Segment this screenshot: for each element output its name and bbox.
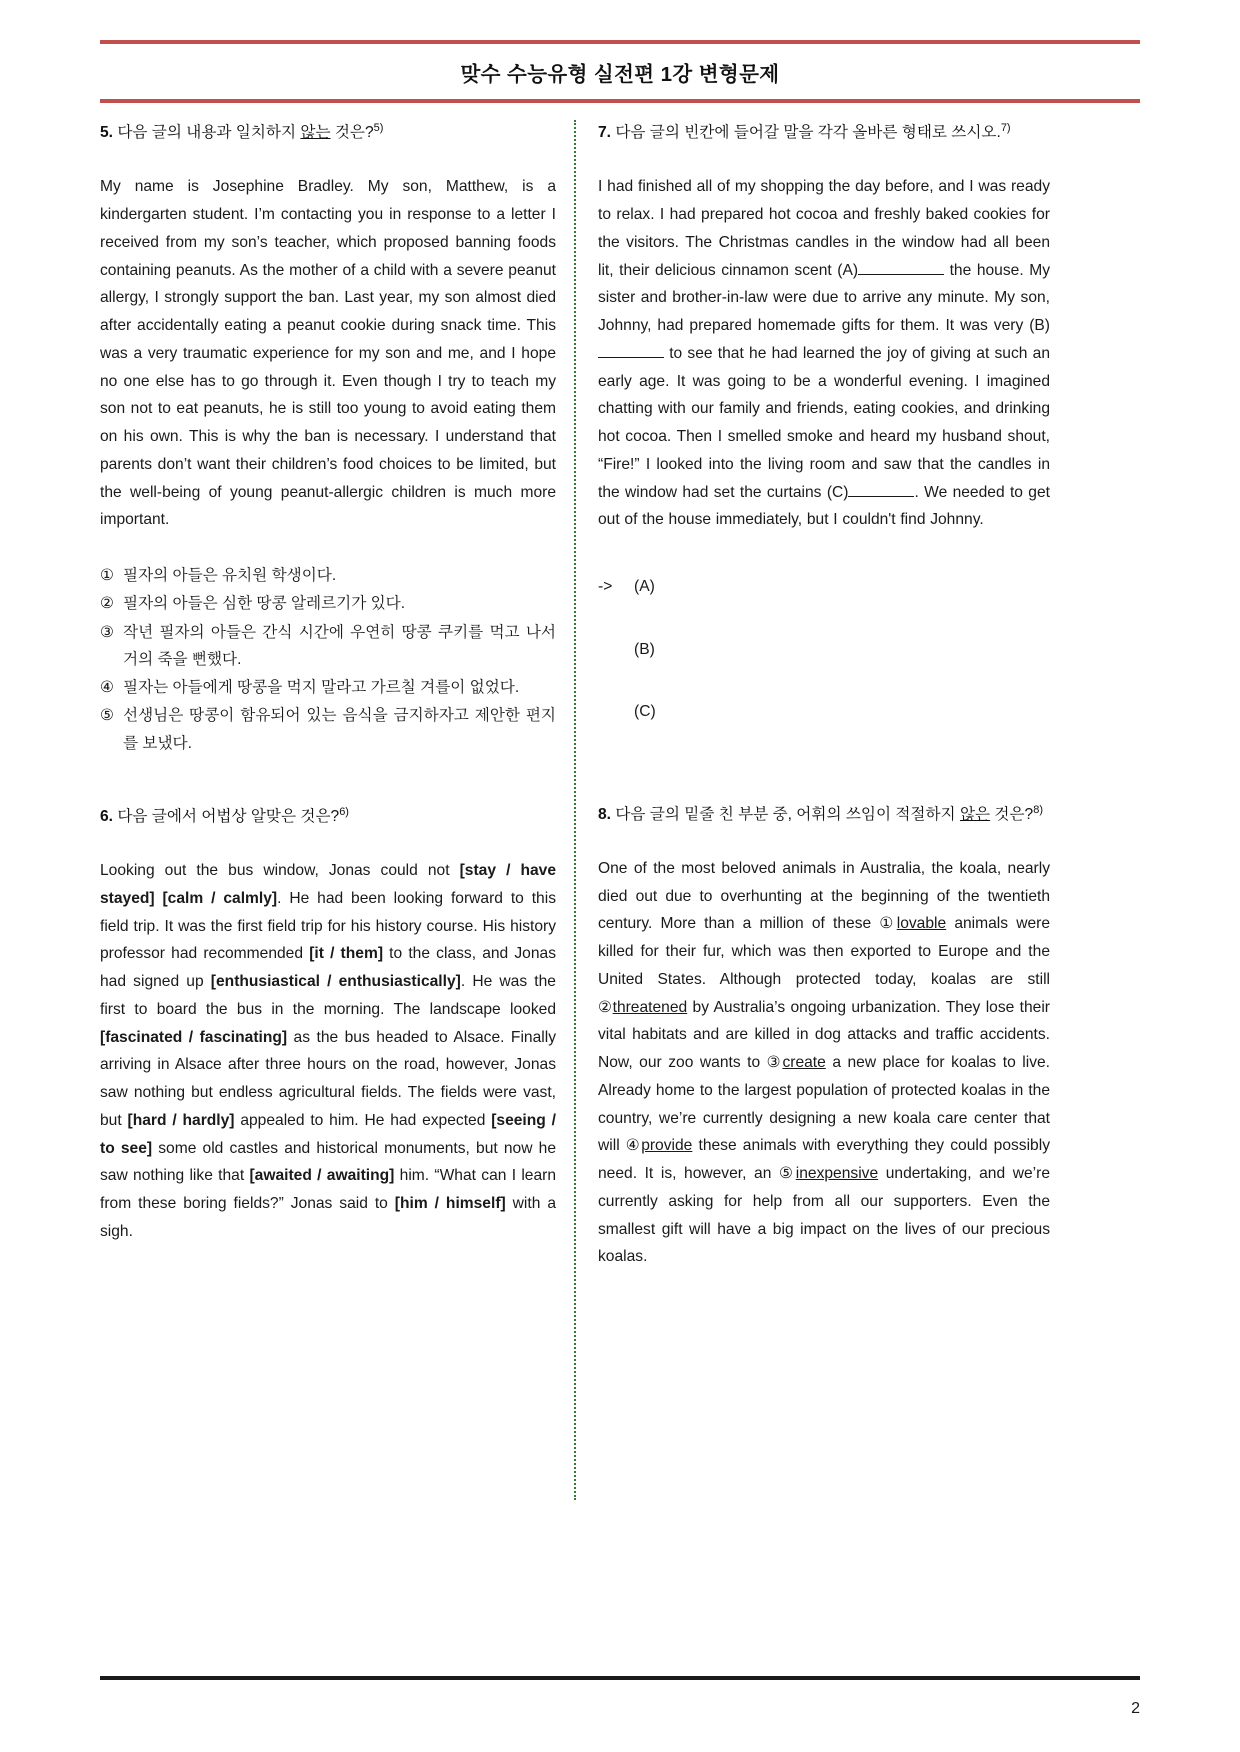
choice-marker-4: ④ [100,679,114,697]
choice-label-1: 필자의 아들은 유치원 학생이다. [123,567,337,584]
question-6-passage: Looking out the bus window, Jonas could not [stay / have stayed] [calm / calmly]. He had been looking forward to this field trip. It was the first field trip for his history course. His history professor had recommended [it / them] to the class, and Jonas had signed up [enthusiastical / enthusiastically]. He was the first to board the bus in the morning. The landscape looked [fascinated / fascinating] as the bus headed to Alsace. Finally arriving in Alsace after three hours on the road, however, Jonas saw nothing but endless agricultural fields. The fields were vast, but [hard / hardly] appealed to him. He had expected [seeing / to see] some old castles and historical monuments, but now he saw nothing like that [awaited / awaiting] him. “What can I learn from these boring fields?” Jonas said to [him / himself] with a sigh. [100,862,557,1240]
answer-line-c[interactable] [598,699,1050,726]
question-8-passage: One of the most beloved animals in Australia, the koala, nearly died out due to overhunting at the beginning of the twentieth century. More than a million of these ①lovable animals were killed for their fur, which was then exported to Europe and the United States. Although protected today, koalas are still ②threatened by Australia’s ongoing urbanization. They lose their vital habitats and are killed in dog attacks and traffic accidents. Now, our zoo wants to ③create a new place for koalas to live. Already home to the largest population of protected koalas in the country, we’re currently designing a new koala care center that will ④provide these animals with everything they could possibly need. It is, however, an ⑤inexpensive undertaking, and we’re currently asking for help from all our supporters. Even the smallest gift will have a big impact on the lives of our precious koalas. [598,859,1051,1266]
answer-line-a[interactable] [598,574,1050,601]
answer-arrow-icon: -> [598,578,613,595]
section-spacer [598,762,1050,802]
choice-option[interactable] [100,590,556,617]
answer-label-a: (A) [634,578,655,595]
question-8-number: 8. [598,805,612,823]
question-7-prompt-pre: 다음 글의 빈칸에 들어갈 말을 각각 올바른 형태로 쓰시오. [611,124,1001,141]
question-7-prompt [598,120,1050,145]
question-6 [100,804,556,1246]
question-8-prompt-pre: 다음 글의 밑줄 친 부분 중, 어휘의 쓰임이 적절하지 [611,805,960,823]
question-5-prompt-emphasis: 않는 [300,124,331,141]
choice-marker-2: ② [100,595,114,613]
choice-option[interactable] [100,562,556,589]
answer-line-b[interactable] [598,637,1050,664]
answer-label-b: (B) [634,640,655,658]
choice-option[interactable] [100,674,556,701]
two-column-body [100,120,1140,1500]
answer-arrow-spacer-b [598,637,634,664]
page-number: 2 [1131,1700,1140,1717]
question-5-prompt-post: 것은? [330,124,374,141]
choice-option[interactable] [100,619,556,674]
right-column [580,120,1050,1500]
choice-label-5: 선생님은 땅콩이 함유되어 있는 음식을 금지하자고 제안한 편지를 보냈다. [123,707,556,752]
choice-marker-5: ⑤ [100,707,114,725]
left-column [100,120,570,1500]
choice-label-3: 작년 필자의 아들은 간식 시간에 우연히 땅콩 쿠키를 먹고 나서 거의 죽을 뻔했다. [123,623,556,668]
choice-option[interactable] [100,702,556,757]
question-5-footnote: 5) [373,121,384,134]
choice-label-4: 필자는 아들에게 땅콩을 먹지 말라고 가르칠 겨를이 없었다. [123,679,520,697]
choice-marker-1: ① [100,567,114,584]
answer-arrow-spacer-c [598,699,634,726]
question-5-prompt-pre: 다음 글의 내용과 일치하지 [113,124,301,141]
question-8-prompt-emphasis: 않은 [959,805,991,823]
page-title: 맞수 수능유형 실전편 1강 변형문제 [460,63,780,86]
question-6-number: 6. [100,807,114,825]
question-5-choices [100,562,556,757]
header-rule-bottom [100,99,1140,103]
question-5 [100,120,556,757]
question-5-number: 5. [100,124,114,141]
footer-rule [100,1676,1140,1680]
question-8 [598,802,1050,1272]
question-6-footnote: 6) [339,805,349,818]
choice-marker-3: ③ [100,623,114,641]
question-6-prompt-pre: 다음 글에서 어법상 알맞은 것은? [113,807,340,825]
answer-label-c: (C) [634,703,656,720]
question-7 [598,120,1050,726]
question-7-answer-area [598,574,1050,726]
question-8-prompt-post: 것은? [990,805,1034,823]
question-7-footnote: 7) [1000,121,1011,134]
question-6-prompt [100,804,556,829]
choice-label-2: 필자의 아들은 심한 땅콩 알레르기가 있다. [123,595,406,613]
question-5-passage: My name is Josephine Bradley. My son, Matthew, is a kindergarten student. I’m contacting you in response to a letter I received from my son’s teacher, which proposed banning foods containing peanuts. As the mother of a child with a severe peanut allergy, I strongly support the ban. Last year, my son almost died after accidentally eating a peanut cookie during snack time. This was a very traumatic experience for my son and me, and I hope no one else has to go through it. Even though I try to teach my son not to eat peanuts, he is still too young to avoid eating them on his own. This is why the ban is necessary. I understand that parents don’t want their children’s food choices to be limited, but the well-being of young peanut-allergic children is much more important. [100,178,556,529]
question-8-footnote: 8) [1033,803,1044,816]
column-divider [574,120,576,1500]
question-8-prompt [598,802,1050,827]
question-5-prompt [100,120,556,145]
question-7-number: 7. [598,124,612,141]
question-7-passage: I had finished all of my shopping the day before, and I was ready to relax. I had prepared hot cocoa and freshly baked cookies for the visitors. The Christmas candles in the window had all been lit, their delicious cinnamon scent (A) the house. My sister and brother-in-law were due to arrive any minute. My son, Johnny, had prepared homemade gifts for them. It was very (B) to see that he had learned the joy of giving at such an early age. It was going to be a wonderful evening. I imagined chatting with our family and friends, eating cookies, and drinking hot cocoa. Then I smelled smoke and heard my husband shout, “Fire!” I looked into the living room and saw that the candles in the window had set the curtains (C) . We needed to get out of the house immediately, but I couldn't find Johnny. [598,178,1050,529]
section-spacer [100,758,556,804]
